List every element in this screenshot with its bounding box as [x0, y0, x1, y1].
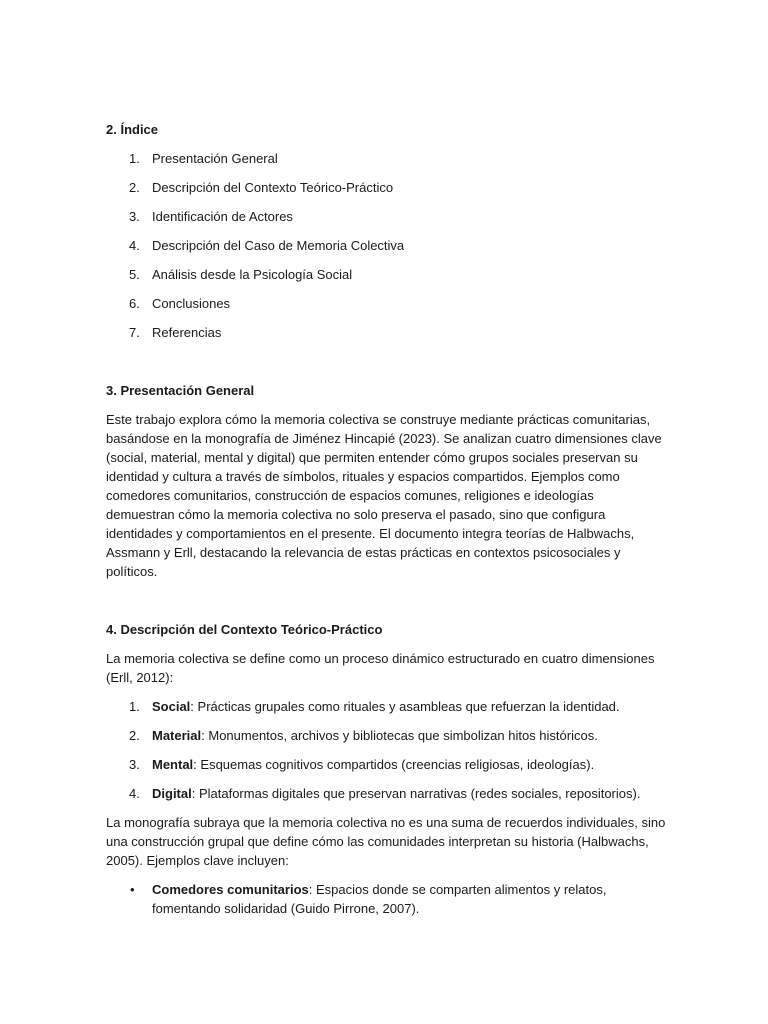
- index-item-label: Conclusiones: [152, 296, 231, 311]
- index-item-label: Identificación de Actores: [152, 209, 293, 224]
- index-item-number: 2.: [129, 180, 140, 195]
- dimension-text: : Esquemas cognitivos compartidos (creencias religiosas, ideologías).: [193, 757, 595, 772]
- dimension-number: 3.: [129, 757, 140, 772]
- index-item-label: Presentación General: [152, 151, 278, 166]
- index-item: [106, 294, 666, 313]
- index-heading: 2. Índice: [106, 122, 159, 137]
- index-item: [106, 207, 666, 226]
- dimension-term: Social: [152, 699, 191, 714]
- example-term: Comedores comunitarios: [152, 882, 309, 897]
- dimension-number: 4.: [129, 786, 140, 801]
- dimension-number: 2.: [129, 728, 140, 743]
- dimension-item: [106, 697, 666, 716]
- index-item-number: 5.: [129, 267, 140, 282]
- dimension-text: : Plataformas digitales que preservan narrativas (redes sociales, repositorios).: [191, 786, 641, 801]
- dimension-number: 1.: [129, 699, 140, 714]
- examples-list: [106, 880, 666, 918]
- dimension-item: [106, 726, 666, 745]
- context-paragraph-2: La monografía subraya que la memoria colectiva no es una suma de recuerdos individuales, sino una construcción grupal que define cómo las comunidades interpretan su historia (Halbwachs, 2005). Ejemplos clave incluyen:: [106, 815, 666, 868]
- dimension-item: [106, 755, 666, 774]
- bullet-icon: •: [130, 882, 135, 897]
- index-item-label: Descripción del Caso de Memoria Colectiva: [152, 238, 405, 253]
- index-item-label: Referencias: [152, 325, 222, 340]
- dimension-text: : Monumentos, archivos y bibliotecas que simbolizan hitos históricos.: [201, 728, 598, 743]
- dimensions-list: [106, 697, 666, 803]
- document-page: [106, 120, 666, 918]
- dimension-term: Material: [152, 728, 202, 743]
- presentation-heading: 3. Presentación General: [106, 383, 255, 398]
- dimension-text: : Prácticas grupales como rituales y asambleas que refuerzan la identidad.: [190, 699, 620, 714]
- dimension-item: [106, 784, 666, 803]
- index-item: [106, 149, 666, 168]
- example-text: : Espacios donde se comparten alimentos y relatos, fomentando solidaridad (Guido Pirrone, 2007).: [152, 882, 607, 916]
- index-item-label: Descripción del Contexto Teórico-Práctico: [152, 180, 394, 195]
- index-item: [106, 236, 666, 255]
- index-item-label: Análisis desde la Psicología Social: [152, 267, 353, 282]
- index-item-number: 4.: [129, 238, 140, 253]
- dimension-term: Digital: [152, 786, 192, 801]
- dimension-term: Mental: [152, 757, 194, 772]
- index-item-number: 3.: [129, 209, 140, 224]
- example-item: [106, 880, 666, 918]
- index-item-number: 6.: [129, 296, 140, 311]
- index-item-number: 1.: [129, 151, 140, 166]
- index-list: [106, 149, 666, 342]
- index-item: [106, 323, 666, 342]
- presentation-paragraph: Este trabajo explora cómo la memoria colectiva se construye mediante prácticas comunitarias, basándose en la monografía de Jiménez Hincapié (2023). Se analizan cuatro dimensiones clave (social, material, mental y digital) que permiten entender cómo grupos sociales preservan su identidad y cultura a través de símbolos, rituales y espacios compartidos. Ejemplos como comedores comunitarios, construcción de espacios comunes, religiones e ideologías demuestran cómo la memoria colectiva no solo preserva el pasado, sino que configura identidades y comportamientos en el presente. El documento integra teorías de Halbwachs, Assmann y Erll, destacando la relevancia de estas prácticas en contextos psicosociales y políticos.: [106, 412, 662, 579]
- index-item: [106, 178, 666, 197]
- context-intro: La memoria colectiva se define como un proceso dinámico estructurado en cuatro dimensiones (Erll, 2012):: [106, 651, 655, 685]
- context-heading: 4. Descripción del Contexto Teórico-Práctico: [106, 622, 383, 637]
- index-item: [106, 265, 666, 284]
- index-item-number: 7.: [129, 325, 140, 340]
